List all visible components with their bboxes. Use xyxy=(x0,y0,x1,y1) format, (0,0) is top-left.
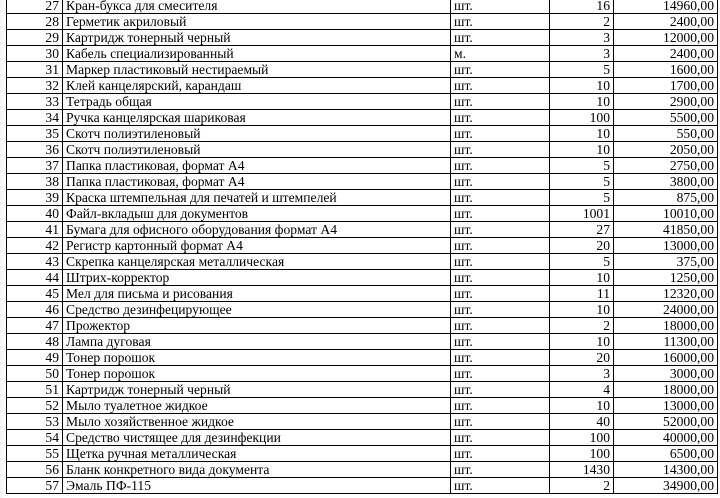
row-number-cell: 28 xyxy=(7,14,63,30)
item-name-cell: Герметик акриловый xyxy=(63,14,451,30)
quantity-cell: 1430 xyxy=(550,462,614,478)
row-number-cell: 39 xyxy=(7,190,63,206)
unit-of-measure-cell: шт. xyxy=(451,206,550,222)
amount-cell: 40000,00 xyxy=(614,430,718,446)
amount-cell: 12320,00 xyxy=(614,286,718,302)
item-name-cell: Прожектор xyxy=(63,318,451,334)
row-number-cell: 48 xyxy=(7,334,63,350)
unit-of-measure-cell: шт. xyxy=(451,78,550,94)
table-row xyxy=(7,190,718,206)
amount-cell: 24000,00 xyxy=(614,302,718,318)
table-row xyxy=(7,350,718,366)
row-number-cell: 54 xyxy=(7,430,63,446)
amount-cell: 11300,00 xyxy=(614,334,718,350)
amount-cell: 52000,00 xyxy=(614,414,718,430)
row-number-cell: 56 xyxy=(7,462,63,478)
row-number-cell: 52 xyxy=(7,398,63,414)
amount-cell: 2900,00 xyxy=(614,94,718,110)
quantity-cell: 2 xyxy=(550,318,614,334)
table-row xyxy=(7,446,718,462)
quantity-cell: 11 xyxy=(550,286,614,302)
table-row xyxy=(7,62,718,78)
table-row xyxy=(7,254,718,270)
table-row xyxy=(7,30,718,46)
quantity-cell: 4 xyxy=(550,382,614,398)
item-name-cell: Папка пластиковая, формат А4 xyxy=(63,174,451,190)
amount-cell: 2400,00 xyxy=(614,14,718,30)
amount-cell: 2050,00 xyxy=(614,142,718,158)
unit-of-measure-cell: шт. xyxy=(451,174,550,190)
item-name-cell: Скрепка канцелярская металлическая xyxy=(63,254,451,270)
amount-cell: 18000,00 xyxy=(614,382,718,398)
unit-of-measure-cell: шт. xyxy=(451,446,550,462)
item-name-cell: Клей канцелярский, карандаш xyxy=(63,78,451,94)
row-number-cell: 38 xyxy=(7,174,63,190)
amount-cell: 1600,00 xyxy=(614,62,718,78)
row-number-cell: 53 xyxy=(7,414,63,430)
table-row xyxy=(7,414,718,430)
item-name-cell: Тонер порошок xyxy=(63,366,451,382)
unit-of-measure-cell: м. xyxy=(451,46,550,62)
amount-cell: 2400,00 xyxy=(614,46,718,62)
unit-of-measure-cell: шт. xyxy=(451,158,550,174)
quantity-cell: 5 xyxy=(550,62,614,78)
quantity-cell: 3 xyxy=(550,30,614,46)
unit-of-measure-cell: шт. xyxy=(451,398,550,414)
row-number-cell: 29 xyxy=(7,30,63,46)
quantity-cell: 27 xyxy=(550,222,614,238)
amount-cell: 3800,00 xyxy=(614,174,718,190)
quantity-cell: 100 xyxy=(550,430,614,446)
quantity-cell: 3 xyxy=(550,46,614,62)
quantity-cell: 2 xyxy=(550,478,614,494)
amount-cell: 13000,00 xyxy=(614,238,718,254)
quantity-cell: 100 xyxy=(550,446,614,462)
quantity-cell: 16 xyxy=(550,0,614,14)
items-table-body xyxy=(7,0,718,494)
table-row xyxy=(7,110,718,126)
row-number-cell: 46 xyxy=(7,302,63,318)
item-name-cell: Краска штемпельная для печатей и штемпелей xyxy=(63,190,451,206)
quantity-cell: 10 xyxy=(550,270,614,286)
table-row xyxy=(7,0,718,14)
item-name-cell: Тонер порошок xyxy=(63,350,451,366)
row-number-cell: 49 xyxy=(7,350,63,366)
item-name-cell: Кабель специализированный xyxy=(63,46,451,62)
amount-cell: 10010,00 xyxy=(614,206,718,222)
quantity-cell: 5 xyxy=(550,190,614,206)
quantity-cell: 5 xyxy=(550,254,614,270)
table-row xyxy=(7,366,718,382)
quantity-cell: 20 xyxy=(550,238,614,254)
item-name-cell: Маркер пластиковый нестираемый xyxy=(63,62,451,78)
unit-of-measure-cell: шт. xyxy=(451,14,550,30)
row-number-cell: 43 xyxy=(7,254,63,270)
item-name-cell: Папка пластиковая, формат А4 xyxy=(63,158,451,174)
amount-cell: 34900,00 xyxy=(614,478,718,494)
row-number-cell: 42 xyxy=(7,238,63,254)
item-name-cell: Средство чистящее для дезинфекции xyxy=(63,430,451,446)
unit-of-measure-cell: шт. xyxy=(451,0,550,14)
quantity-cell: 10 xyxy=(550,94,614,110)
unit-of-measure-cell: шт. xyxy=(451,270,550,286)
row-number-cell: 44 xyxy=(7,270,63,286)
row-number-cell: 47 xyxy=(7,318,63,334)
row-number-cell: 36 xyxy=(7,142,63,158)
amount-cell: 13000,00 xyxy=(614,398,718,414)
unit-of-measure-cell: шт. xyxy=(451,478,550,494)
item-name-cell: Тетрадь общая xyxy=(63,94,451,110)
amount-cell: 5500,00 xyxy=(614,110,718,126)
unit-of-measure-cell: шт. xyxy=(451,254,550,270)
unit-of-measure-cell: шт. xyxy=(451,238,550,254)
row-number-cell: 51 xyxy=(7,382,63,398)
quantity-cell: 10 xyxy=(550,78,614,94)
amount-cell: 1250,00 xyxy=(614,270,718,286)
item-name-cell: Мел для письма и рисования xyxy=(63,286,451,302)
row-number-cell: 32 xyxy=(7,78,63,94)
quantity-cell: 10 xyxy=(550,126,614,142)
item-name-cell: Кран-букса для смесителя xyxy=(63,0,451,14)
table-row xyxy=(7,94,718,110)
row-number-cell: 30 xyxy=(7,46,63,62)
item-name-cell: Файл-вкладыш для документов xyxy=(63,206,451,222)
quantity-cell: 10 xyxy=(550,302,614,318)
row-number-cell: 41 xyxy=(7,222,63,238)
unit-of-measure-cell: шт. xyxy=(451,366,550,382)
item-name-cell: Мыло хозяйственное жидкое xyxy=(63,414,451,430)
unit-of-measure-cell: шт. xyxy=(451,94,550,110)
item-name-cell: Бумага для офисного оборудования формат А4 xyxy=(63,222,451,238)
quantity-cell: 10 xyxy=(550,398,614,414)
table-row xyxy=(7,302,718,318)
amount-cell: 6500,00 xyxy=(614,446,718,462)
table-row xyxy=(7,478,718,494)
table-row xyxy=(7,270,718,286)
table-row xyxy=(7,206,718,222)
row-number-cell: 35 xyxy=(7,126,63,142)
table-row xyxy=(7,46,718,62)
quantity-cell: 40 xyxy=(550,414,614,430)
item-name-cell: Эмаль ПФ-115 xyxy=(63,478,451,494)
item-name-cell: Лампа дуговая xyxy=(63,334,451,350)
item-name-cell: Ручка канцелярская шариковая xyxy=(63,110,451,126)
unit-of-measure-cell: шт. xyxy=(451,190,550,206)
table-row xyxy=(7,126,718,142)
quantity-cell: 1001 xyxy=(550,206,614,222)
amount-cell: 18000,00 xyxy=(614,318,718,334)
item-name-cell: Мыло туалетное жидкое xyxy=(63,398,451,414)
amount-cell: 2750,00 xyxy=(614,158,718,174)
table-row xyxy=(7,382,718,398)
unit-of-measure-cell: шт. xyxy=(451,350,550,366)
table-row xyxy=(7,318,718,334)
quantity-cell: 10 xyxy=(550,142,614,158)
amount-cell: 875,00 xyxy=(614,190,718,206)
table-row xyxy=(7,174,718,190)
amount-cell: 14960,00 xyxy=(614,0,718,14)
unit-of-measure-cell: шт. xyxy=(451,334,550,350)
unit-of-measure-cell: шт. xyxy=(451,222,550,238)
amount-cell: 550,00 xyxy=(614,126,718,142)
table-row xyxy=(7,78,718,94)
item-name-cell: Штрих-корректор xyxy=(63,270,451,286)
quantity-cell: 3 xyxy=(550,366,614,382)
amount-cell: 14300,00 xyxy=(614,462,718,478)
unit-of-measure-cell: шт. xyxy=(451,62,550,78)
row-number-cell: 31 xyxy=(7,62,63,78)
quantity-cell: 100 xyxy=(550,110,614,126)
amount-cell: 3000,00 xyxy=(614,366,718,382)
quantity-cell: 5 xyxy=(550,158,614,174)
amount-cell: 1700,00 xyxy=(614,78,718,94)
item-name-cell: Бланк конкретного вида документа xyxy=(63,462,451,478)
table-row xyxy=(7,158,718,174)
row-number-cell: 50 xyxy=(7,366,63,382)
unit-of-measure-cell: шт. xyxy=(451,462,550,478)
amount-cell: 16000,00 xyxy=(614,350,718,366)
quantity-cell: 10 xyxy=(550,334,614,350)
item-name-cell: Картридж тонерный черный xyxy=(63,382,451,398)
table-row xyxy=(7,334,718,350)
row-number-cell: 27 xyxy=(7,0,63,14)
item-name-cell: Средство дезинфецирующее xyxy=(63,302,451,318)
item-name-cell: Щетка ручная металлическая xyxy=(63,446,451,462)
table-row xyxy=(7,238,718,254)
row-number-cell: 37 xyxy=(7,158,63,174)
unit-of-measure-cell: шт. xyxy=(451,286,550,302)
row-number-cell: 55 xyxy=(7,446,63,462)
unit-of-measure-cell: шт. xyxy=(451,110,550,126)
row-number-cell: 45 xyxy=(7,286,63,302)
table-row xyxy=(7,142,718,158)
unit-of-measure-cell: шт. xyxy=(451,382,550,398)
unit-of-measure-cell: шт. xyxy=(451,142,550,158)
table-row xyxy=(7,286,718,302)
item-name-cell: Скотч полиэтиленовый xyxy=(63,126,451,142)
row-number-cell: 57 xyxy=(7,478,63,494)
item-name-cell: Картридж тонерный черный xyxy=(63,30,451,46)
unit-of-measure-cell: шт. xyxy=(451,414,550,430)
amount-cell: 12000,00 xyxy=(614,30,718,46)
amount-cell: 41850,00 xyxy=(614,222,718,238)
item-name-cell: Регистр картонный формат А4 xyxy=(63,238,451,254)
quantity-cell: 5 xyxy=(550,174,614,190)
row-number-cell: 40 xyxy=(7,206,63,222)
unit-of-measure-cell: шт. xyxy=(451,430,550,446)
table-row xyxy=(7,14,718,30)
unit-of-measure-cell: шт. xyxy=(451,126,550,142)
row-number-cell: 33 xyxy=(7,94,63,110)
amount-cell: 375,00 xyxy=(614,254,718,270)
table-row xyxy=(7,398,718,414)
table-row xyxy=(7,430,718,446)
items-table xyxy=(6,0,718,494)
table-row xyxy=(7,222,718,238)
unit-of-measure-cell: шт. xyxy=(451,318,550,334)
row-number-cell: 34 xyxy=(7,110,63,126)
item-name-cell: Скотч полиэтиленовый xyxy=(63,142,451,158)
quantity-cell: 20 xyxy=(550,350,614,366)
table-row xyxy=(7,462,718,478)
unit-of-measure-cell: шт. xyxy=(451,302,550,318)
quantity-cell: 2 xyxy=(550,14,614,30)
unit-of-measure-cell: шт. xyxy=(451,30,550,46)
